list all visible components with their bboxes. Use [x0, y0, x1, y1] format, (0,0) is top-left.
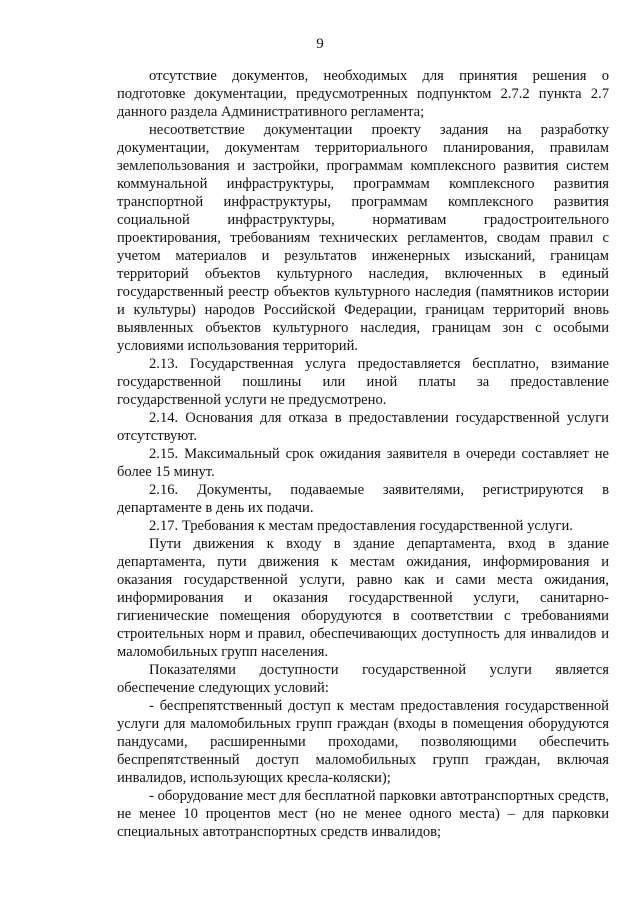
paragraph-unobstructed-access: - беспрепятственный доступ к местам предоставления государственной услуги для маломобильных групп граждан (входы в помещения оборудуются пандусами, расширенными проходами, позволяющими обеспечить беспрепятственный доступ маломобильных групп граждан, включая инвалидов, использующих кресла-коляски);: [117, 698, 609, 786]
paragraph-documentation-mismatch: несоответствие документации проекту задания на разработку документации, документам территориального планирования, правилам землепользования и застройки, программам комплексного развития систем коммунальной инфраструктуры, программам комплексного развития транспортной инфраструктуры, программам комплексного развития социальной инфраструктуры, нормативам градостроительного проектирования, требованиям технических регламентов, сводам правил с учетом материалов и результатов инженерных изысканий, границам территорий объектов культурного наследия, включенных в единый государственный реестр объектов культурного наследия (памятников истории и культуры) народов Российской Федерации, границам территорий вновь выявленных объектов культурного наследия, границам зон с особыми условиями использования территорий.: [117, 122, 609, 354]
page-number: 9: [316, 36, 324, 52]
paragraph-2-15-waiting-time: 2.15. Максимальный срок ожидания заявителя в очереди составляет не более 15 минут.: [117, 446, 609, 480]
paragraph-2-14-refusal-grounds: 2.14. Основания для отказа в предоставлении государственной услуги отсутствуют.: [117, 410, 609, 444]
paragraph-parking-spaces: - оборудование мест для бесплатной парковки автотранспортных средств, не менее 10 процентов мест (но не менее одного места) – для парковки специальных автотранспортных средств инвалидов;: [117, 788, 609, 840]
paragraph-access-routes: Пути движения к входу в здание департамента, вход в здание департамента, пути движения к местам ожидания, информирования и оказания государственной услуги, равно как и сами места ожидания, информирования и оказания государственной услуги, санитарно-гигиенические помещения оборудуются в соответствии с требованиями строительных норм и правил, обеспечивающих доступность для инвалидов и маломобильных групп населения.: [117, 536, 609, 660]
paragraph-2-13-free-service: 2.13. Государственная услуга предоставляется бесплатно, взимание государственной пошлины или иной платы за предоставление государственной услуги не предусмотрено.: [117, 356, 609, 408]
paragraph-2-16-registration: 2.16. Документы, подаваемые заявителями, регистрируются в департаменте в день их подачи.: [117, 482, 609, 516]
document-body: [117, 67, 609, 841]
paragraph-accessibility-indicators: Показателями доступности государственной услуги является обеспечение следующих условий:: [117, 662, 609, 696]
paragraph-2-17-premises-requirements: 2.17. Требования к местам предоставления государственной услуги.: [149, 518, 573, 534]
paragraph-missing-documents: отсутствие документов, необходимых для принятия решения о подготовке документации, предусмотренных подпунктом 2.7.2 пункта 2.7 данного раздела Административного регламента;: [117, 68, 609, 120]
